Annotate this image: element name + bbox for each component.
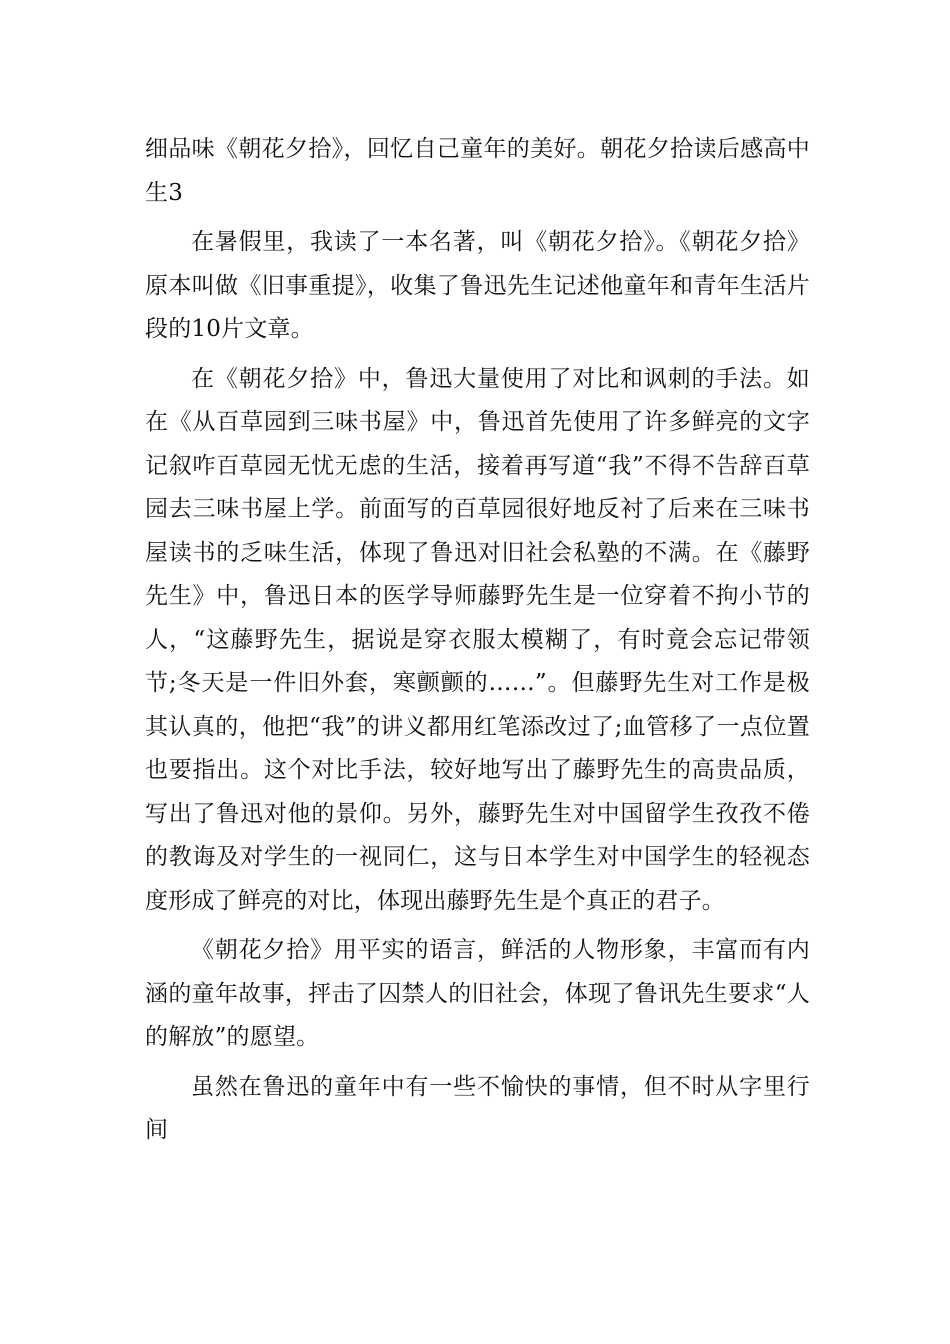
paragraph-continuation: 细品味《朝花夕拾》，回忆自己童年的美好。朝花夕拾读后感高中生3 xyxy=(145,136,810,206)
paragraph: 在暑假里，我读了一本名著，叫《朝花夕拾》。《朝花夕拾》原本叫做《旧事重提》，收集了鲁迅先生记述他童年和青年生活片段的10片文章。 xyxy=(145,229,810,342)
paragraph: 在《朝花夕拾》中，鲁迅大量使用了对比和讽刺的手法。如在《从百草园到三味书屋》中，鲁迅首先使用了许多鲜亮的文字记叙咋百草园无忧无虑的生活，接着再写道“我”不得不告辞百草园去三味书屋上学。前面写的百草园很好地反衬了后来在三味书屋读书的乏味生活，体现了鲁迅对旧社会私塾的不满。在《藤野先生》中，鲁迅日本的医学导师藤野先生是一位穿着不拘小节的人，“这藤野先生，据说是穿衣服太模糊了，有时竟会忘记带领节;冬天是一件旧外套，寒颤颤的……”。但藤野先生对工作是极其认真的，他把“我”的讲义都用红笔添改过了;血管移了一点位置也要指出。这个对比手法，较好地写出了藤野先生的高贵品质，写出了鲁迅对他的景仰。另外，藤野先生对中国留学生孜孜不倦的教诲及对学生的一视同仁，这与日本学生对中国学生的轻视态度形成了鲜亮的对比，体现出藤野先生是个真正的君子。 xyxy=(145,365,810,914)
paragraph: 虽然在鲁迅的童年中有一些不愉快的事情，但不时从字里行间 xyxy=(145,1073,810,1143)
document-body xyxy=(145,128,810,1159)
paragraph: 《朝花夕拾》用平实的语言，鲜活的人物形象，丰富而有内涵的童年故事，抨击了囚禁人的旧社会，体现了鲁讯先生要求“人的解放”的愿望。 xyxy=(145,937,810,1050)
